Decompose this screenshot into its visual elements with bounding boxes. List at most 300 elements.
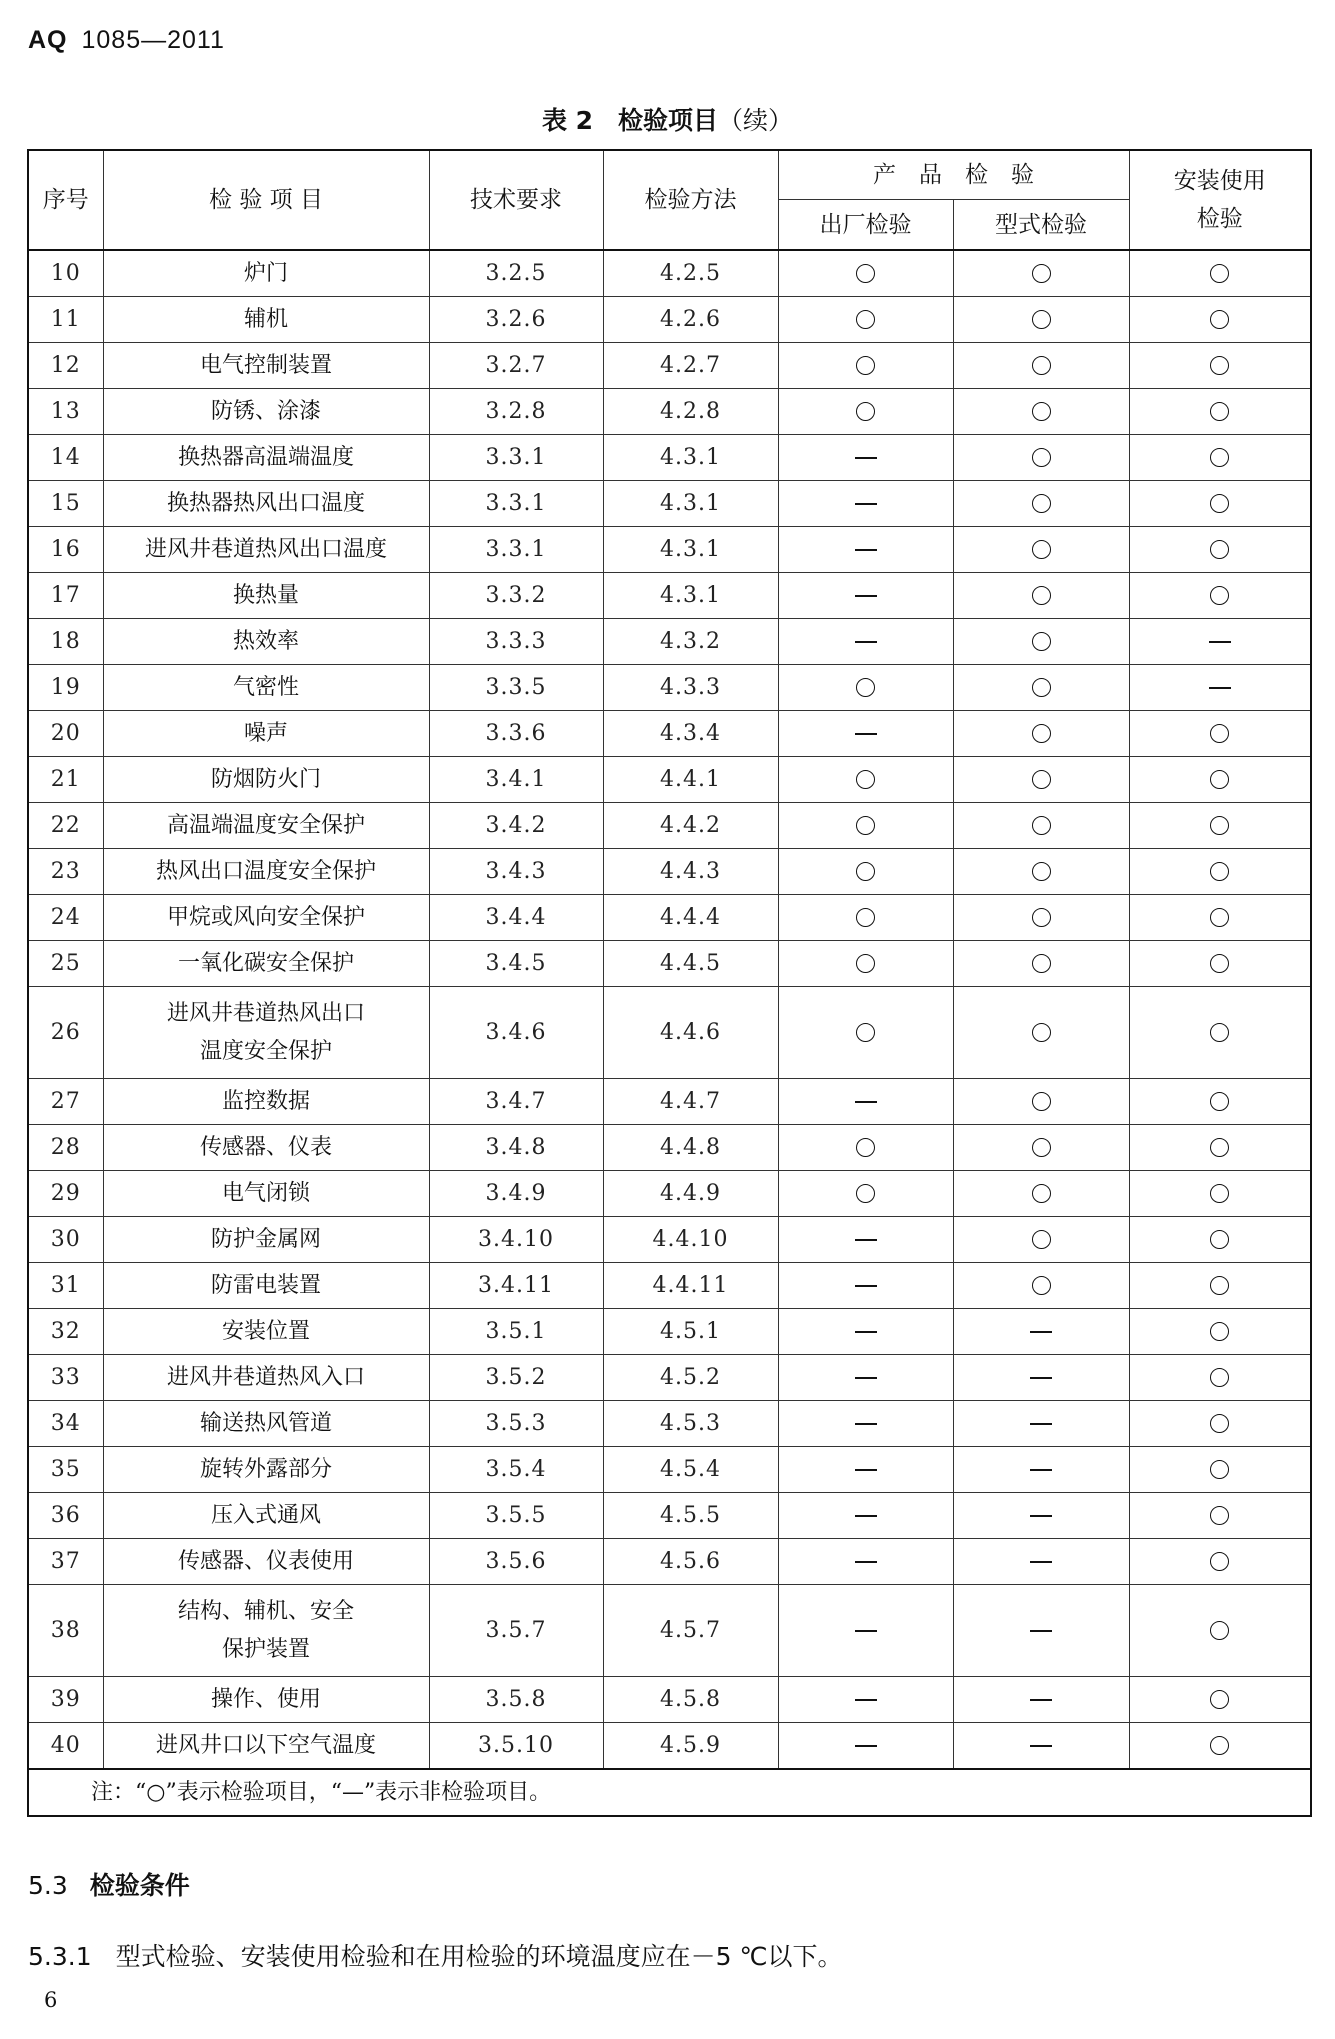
row-requirement: 3.5.7 — [429, 1585, 603, 1677]
row-requirement: 3.3.5 — [429, 665, 603, 711]
row-method: 4.3.1 — [603, 481, 778, 527]
row-item-name: 电气闭锁 — [103, 1171, 429, 1217]
row-type-mark — [953, 1217, 1129, 1263]
row-type-mark — [953, 481, 1129, 527]
row-type-mark — [953, 895, 1129, 941]
row-factory-mark — [778, 481, 953, 527]
row-factory-mark — [778, 1677, 953, 1723]
row-factory-mark — [778, 987, 953, 1079]
row-install-mark — [1129, 573, 1311, 619]
row-factory-mark — [778, 665, 953, 711]
table-row — [28, 665, 1311, 711]
row-item-line1: 结构、辅机、安全 — [177, 1598, 354, 1624]
inspected-circle-icon — [856, 1184, 875, 1203]
not-inspected-dash-icon — [855, 1239, 877, 1241]
inspected-circle-icon — [1032, 1276, 1051, 1295]
row-install-mark — [1129, 1263, 1311, 1309]
table-row — [28, 1677, 1311, 1723]
inspection-items-table — [27, 149, 1312, 1817]
row-item-name: 辅机 — [103, 297, 429, 343]
row-type-mark — [953, 987, 1129, 1079]
row-type-mark — [953, 573, 1129, 619]
table-row — [28, 1723, 1311, 1770]
header-install-line2: 检验 — [1196, 206, 1243, 232]
row-item-name: 操作、使用 — [103, 1677, 429, 1723]
row-type-mark — [953, 1263, 1129, 1309]
table-row — [28, 941, 1311, 987]
row-factory-mark — [778, 803, 953, 849]
inspected-circle-icon — [1210, 724, 1229, 743]
table-row — [28, 1125, 1311, 1171]
row-method: 4.4.2 — [603, 803, 778, 849]
row-item-name: 高温端温度安全保护 — [103, 803, 429, 849]
row-factory-mark — [778, 849, 953, 895]
row-number: 15 — [28, 481, 103, 527]
row-requirement: 3.5.10 — [429, 1723, 603, 1770]
row-factory-mark — [778, 1539, 953, 1585]
row-number: 38 — [28, 1585, 103, 1677]
row-requirement: 3.4.9 — [429, 1171, 603, 1217]
row-number: 17 — [28, 573, 103, 619]
row-requirement: 3.3.1 — [429, 435, 603, 481]
inspected-circle-icon — [1210, 1023, 1229, 1042]
table-row — [28, 527, 1311, 573]
row-method: 4.4.9 — [603, 1171, 778, 1217]
row-type-mark — [953, 849, 1129, 895]
not-inspected-dash-icon — [855, 1699, 877, 1701]
row-factory-mark — [778, 711, 953, 757]
row-install-mark — [1129, 1125, 1311, 1171]
row-number: 36 — [28, 1493, 103, 1539]
table-row — [28, 1171, 1311, 1217]
inspected-circle-icon — [1032, 862, 1051, 881]
inspected-circle-icon — [856, 770, 875, 789]
row-factory-mark — [778, 1125, 953, 1171]
row-item-name: 进风井巷道热风入口 — [103, 1355, 429, 1401]
row-factory-mark — [778, 250, 953, 297]
row-number: 21 — [28, 757, 103, 803]
row-item-name: 传感器、仪表使用 — [103, 1539, 429, 1585]
row-item-name: 电气控制装置 — [103, 343, 429, 389]
row-factory-mark — [778, 1447, 953, 1493]
row-requirement: 3.4.7 — [429, 1079, 603, 1125]
not-inspected-dash-icon — [855, 641, 877, 643]
row-item-name: 换热量 — [103, 573, 429, 619]
row-method: 4.5.8 — [603, 1677, 778, 1723]
row-number: 22 — [28, 803, 103, 849]
row-item-name — [103, 987, 429, 1079]
not-inspected-dash-icon — [855, 549, 877, 551]
row-install-mark — [1129, 1447, 1311, 1493]
inspected-circle-icon — [1032, 816, 1051, 835]
row-method: 4.4.3 — [603, 849, 778, 895]
inspected-circle-icon — [1032, 494, 1051, 513]
row-number: 35 — [28, 1447, 103, 1493]
inspected-circle-icon — [856, 1138, 875, 1157]
row-method: 4.4.5 — [603, 941, 778, 987]
row-install-mark — [1129, 895, 1311, 941]
inspected-circle-icon — [1210, 862, 1229, 881]
row-type-mark — [953, 389, 1129, 435]
row-requirement: 3.5.3 — [429, 1401, 603, 1447]
standard-prefix: AQ — [28, 26, 68, 54]
row-requirement: 3.4.1 — [429, 757, 603, 803]
not-inspected-dash-icon — [855, 1285, 877, 1287]
clause-text: 型式检验、安装使用检验和在用检验的环境温度应在－5 ℃以下。 — [115, 1942, 843, 1971]
inspected-circle-icon — [1032, 356, 1051, 375]
row-item-name: 气密性 — [103, 665, 429, 711]
row-type-mark — [953, 941, 1129, 987]
row-install-mark — [1129, 665, 1311, 711]
row-item-name: 防护金属网 — [103, 1217, 429, 1263]
table-row — [28, 573, 1311, 619]
not-inspected-dash-icon — [855, 1630, 877, 1632]
row-item-line2: 温度安全保护 — [199, 1038, 332, 1064]
row-item-name: 噪声 — [103, 711, 429, 757]
row-factory-mark — [778, 757, 953, 803]
not-inspected-dash-icon — [855, 1101, 877, 1103]
row-method: 4.2.8 — [603, 389, 778, 435]
row-type-mark — [953, 711, 1129, 757]
row-requirement: 3.5.5 — [429, 1493, 603, 1539]
table-row — [28, 711, 1311, 757]
row-item-name: 换热器高温端温度 — [103, 435, 429, 481]
inspected-circle-icon — [1210, 908, 1229, 927]
row-factory-mark — [778, 1309, 953, 1355]
inspected-circle-icon — [1032, 540, 1051, 559]
row-requirement: 3.5.8 — [429, 1677, 603, 1723]
row-item-name: 热风出口温度安全保护 — [103, 849, 429, 895]
inspected-circle-icon — [1032, 1230, 1051, 1249]
table-row — [28, 1539, 1311, 1585]
row-requirement: 3.2.6 — [429, 297, 603, 343]
row-method: 4.5.6 — [603, 1539, 778, 1585]
row-item-name: 一氧化碳安全保护 — [103, 941, 429, 987]
inspected-circle-icon — [1032, 678, 1051, 697]
not-inspected-dash-icon — [1209, 641, 1231, 643]
row-requirement: 3.4.10 — [429, 1217, 603, 1263]
row-item-name: 进风井巷道热风出口温度 — [103, 527, 429, 573]
inspected-circle-icon — [1032, 1184, 1051, 1203]
row-requirement: 3.3.1 — [429, 481, 603, 527]
row-requirement: 3.3.6 — [429, 711, 603, 757]
row-factory-mark — [778, 343, 953, 389]
row-requirement: 3.2.8 — [429, 389, 603, 435]
inspected-circle-icon — [1210, 1460, 1229, 1479]
row-install-mark — [1129, 481, 1311, 527]
row-install-mark — [1129, 803, 1311, 849]
row-factory-mark — [778, 527, 953, 573]
header-method: 检验方法 — [603, 150, 778, 250]
row-number: 28 — [28, 1125, 103, 1171]
not-inspected-dash-icon — [855, 1377, 877, 1379]
not-inspected-dash-icon — [855, 1423, 877, 1425]
header-type-inspection: 型式检验 — [953, 200, 1129, 251]
row-method: 4.4.4 — [603, 895, 778, 941]
row-install-mark — [1129, 527, 1311, 573]
row-factory-mark — [778, 1079, 953, 1125]
row-type-mark — [953, 1539, 1129, 1585]
row-number: 14 — [28, 435, 103, 481]
row-factory-mark — [778, 1585, 953, 1677]
row-type-mark — [953, 1309, 1129, 1355]
row-method: 4.4.10 — [603, 1217, 778, 1263]
row-method: 4.2.6 — [603, 297, 778, 343]
row-number: 32 — [28, 1309, 103, 1355]
row-number: 31 — [28, 1263, 103, 1309]
row-number: 27 — [28, 1079, 103, 1125]
inspected-circle-icon — [856, 356, 875, 375]
row-number: 19 — [28, 665, 103, 711]
row-method: 4.3.2 — [603, 619, 778, 665]
row-method: 4.5.1 — [603, 1309, 778, 1355]
table-row — [28, 435, 1311, 481]
inspected-circle-icon — [1210, 1276, 1229, 1295]
row-install-mark — [1129, 250, 1311, 297]
inspected-circle-icon — [1210, 310, 1229, 329]
table-row — [28, 895, 1311, 941]
row-install-mark — [1129, 1171, 1311, 1217]
inspected-circle-icon — [1210, 770, 1229, 789]
row-type-mark — [953, 619, 1129, 665]
inspected-circle-icon — [1032, 310, 1051, 329]
row-item-name: 传感器、仪表 — [103, 1125, 429, 1171]
inspected-circle-icon — [1210, 494, 1229, 513]
table-row — [28, 1585, 1311, 1677]
header-product-inspection: 产 品 检 验 — [778, 150, 1129, 200]
row-method: 4.3.4 — [603, 711, 778, 757]
row-item-line1: 进风井巷道热风出口 — [166, 1000, 365, 1026]
row-item-name: 安装位置 — [103, 1309, 429, 1355]
inspected-circle-icon — [856, 816, 875, 835]
header-install-inspection — [1129, 150, 1311, 250]
not-inspected-dash-icon — [1030, 1699, 1052, 1701]
row-number: 39 — [28, 1677, 103, 1723]
row-method: 4.4.8 — [603, 1125, 778, 1171]
inspected-circle-icon — [1032, 264, 1051, 283]
standard-number: 1085—2011 — [81, 26, 225, 54]
row-factory-mark — [778, 1401, 953, 1447]
row-number: 11 — [28, 297, 103, 343]
row-requirement: 3.4.8 — [429, 1125, 603, 1171]
row-requirement: 3.4.2 — [429, 803, 603, 849]
not-inspected-dash-icon — [855, 595, 877, 597]
table-row — [28, 1309, 1311, 1355]
not-inspected-dash-icon — [855, 1469, 877, 1471]
inspected-circle-icon — [856, 264, 875, 283]
inspected-circle-icon — [1210, 402, 1229, 421]
row-install-mark — [1129, 389, 1311, 435]
not-inspected-dash-icon — [1030, 1331, 1052, 1333]
table-row — [28, 987, 1311, 1079]
inspected-circle-icon — [1032, 724, 1051, 743]
row-item-name: 换热器热风出口温度 — [103, 481, 429, 527]
row-type-mark — [953, 297, 1129, 343]
not-inspected-dash-icon — [1030, 1377, 1052, 1379]
inspected-circle-icon — [1210, 448, 1229, 467]
table-row — [28, 1217, 1311, 1263]
table-row — [28, 1447, 1311, 1493]
header-requirement: 技术要求 — [429, 150, 603, 250]
row-type-mark — [953, 1723, 1129, 1770]
row-factory-mark — [778, 297, 953, 343]
row-type-mark — [953, 1355, 1129, 1401]
row-install-mark — [1129, 343, 1311, 389]
row-requirement: 3.2.5 — [429, 250, 603, 297]
row-number: 18 — [28, 619, 103, 665]
clause-number: 5.3.1 — [28, 1942, 92, 1971]
row-factory-mark — [778, 895, 953, 941]
row-item-name: 热效率 — [103, 619, 429, 665]
not-inspected-dash-icon — [855, 503, 877, 505]
row-type-mark — [953, 1079, 1129, 1125]
table-title-continued: （续） — [718, 106, 794, 135]
table-row — [28, 343, 1311, 389]
inspected-circle-icon — [1032, 1092, 1051, 1111]
table-title-main: 表 2 检验项目 — [541, 106, 719, 135]
not-inspected-dash-icon — [855, 733, 877, 735]
row-install-mark — [1129, 1309, 1311, 1355]
row-install-mark — [1129, 941, 1311, 987]
row-item-name: 进风井口以下空气温度 — [103, 1723, 429, 1770]
row-number: 10 — [28, 250, 103, 297]
row-item-name: 防锈、涂漆 — [103, 389, 429, 435]
row-install-mark — [1129, 1493, 1311, 1539]
row-install-mark — [1129, 711, 1311, 757]
row-method: 4.2.7 — [603, 343, 778, 389]
table-row — [28, 849, 1311, 895]
row-number: 34 — [28, 1401, 103, 1447]
row-number: 40 — [28, 1723, 103, 1770]
inspected-circle-icon — [1210, 954, 1229, 973]
row-install-mark — [1129, 757, 1311, 803]
row-factory-mark — [778, 1355, 953, 1401]
inspected-circle-icon — [1210, 1368, 1229, 1387]
row-type-mark — [953, 803, 1129, 849]
not-inspected-dash-icon — [1030, 1630, 1052, 1632]
row-install-mark — [1129, 1677, 1311, 1723]
row-method: 4.4.6 — [603, 987, 778, 1079]
row-item-name: 压入式通风 — [103, 1493, 429, 1539]
row-number: 16 — [28, 527, 103, 573]
row-number: 13 — [28, 389, 103, 435]
row-install-mark — [1129, 987, 1311, 1079]
inspected-circle-icon — [1032, 586, 1051, 605]
table-note: 注：“○”表示检验项目，“—”表示非检验项目。 — [28, 1769, 1311, 1816]
row-install-mark — [1129, 1079, 1311, 1125]
inspected-circle-icon — [1210, 1621, 1229, 1640]
inspected-circle-icon — [1032, 402, 1051, 421]
row-requirement: 3.5.2 — [429, 1355, 603, 1401]
row-factory-mark — [778, 1263, 953, 1309]
inspected-circle-icon — [1210, 540, 1229, 559]
not-inspected-dash-icon — [855, 1745, 877, 1747]
row-factory-mark — [778, 435, 953, 481]
row-number: 20 — [28, 711, 103, 757]
inspected-circle-icon — [1032, 954, 1051, 973]
inspected-circle-icon — [1210, 1138, 1229, 1157]
row-number: 30 — [28, 1217, 103, 1263]
header-factory-inspection: 出厂检验 — [778, 200, 953, 251]
not-inspected-dash-icon — [1030, 1561, 1052, 1563]
row-type-mark — [953, 1585, 1129, 1677]
row-install-mark — [1129, 1723, 1311, 1770]
inspected-circle-icon — [1210, 1552, 1229, 1571]
row-type-mark — [953, 1171, 1129, 1217]
row-number: 37 — [28, 1539, 103, 1585]
row-method: 4.5.3 — [603, 1401, 778, 1447]
not-inspected-dash-icon — [1030, 1745, 1052, 1747]
not-inspected-dash-icon — [855, 457, 877, 459]
inspected-circle-icon — [1210, 1414, 1229, 1433]
table-row — [28, 803, 1311, 849]
row-factory-mark — [778, 619, 953, 665]
table-title — [0, 101, 1335, 137]
row-factory-mark — [778, 573, 953, 619]
row-requirement: 3.5.1 — [429, 1309, 603, 1355]
inspected-circle-icon — [1210, 1092, 1229, 1111]
row-requirement: 3.3.2 — [429, 573, 603, 619]
row-requirement: 3.3.3 — [429, 619, 603, 665]
row-method: 4.3.3 — [603, 665, 778, 711]
table-row — [28, 481, 1311, 527]
inspected-circle-icon — [1210, 1690, 1229, 1709]
inspected-circle-icon — [1210, 816, 1229, 835]
table-row — [28, 297, 1311, 343]
table-row — [28, 757, 1311, 803]
row-method: 4.4.11 — [603, 1263, 778, 1309]
row-number: 12 — [28, 343, 103, 389]
table-row — [28, 1401, 1311, 1447]
header-seq: 序号 — [28, 150, 103, 250]
row-requirement: 3.5.4 — [429, 1447, 603, 1493]
row-method: 4.4.7 — [603, 1079, 778, 1125]
row-method: 4.3.1 — [603, 573, 778, 619]
table-row — [28, 1263, 1311, 1309]
row-item-name: 甲烷或风向安全保护 — [103, 895, 429, 941]
standard-code-header — [28, 26, 225, 55]
inspected-circle-icon — [1210, 1322, 1229, 1341]
inspected-circle-icon — [1210, 356, 1229, 375]
row-item-name: 输送热风管道 — [103, 1401, 429, 1447]
not-inspected-dash-icon — [1209, 687, 1231, 689]
row-factory-mark — [778, 1493, 953, 1539]
row-install-mark — [1129, 297, 1311, 343]
row-requirement: 3.4.11 — [429, 1263, 603, 1309]
row-method: 4.2.5 — [603, 250, 778, 297]
row-type-mark — [953, 1677, 1129, 1723]
inspected-circle-icon — [1032, 632, 1051, 651]
inspected-circle-icon — [1032, 1138, 1051, 1157]
row-method: 4.5.9 — [603, 1723, 778, 1770]
row-factory-mark — [778, 941, 953, 987]
not-inspected-dash-icon — [855, 1331, 877, 1333]
row-type-mark — [953, 1401, 1129, 1447]
page-number: 6 — [44, 1988, 58, 2012]
inspected-circle-icon — [1032, 448, 1051, 467]
row-item-name: 监控数据 — [103, 1079, 429, 1125]
row-type-mark — [953, 1493, 1129, 1539]
inspected-circle-icon — [1210, 1506, 1229, 1525]
row-install-mark — [1129, 619, 1311, 665]
table-row — [28, 1079, 1311, 1125]
row-type-mark — [953, 1447, 1129, 1493]
section-title: 检验条件 — [89, 1871, 190, 1900]
inspected-circle-icon — [1210, 1184, 1229, 1203]
row-factory-mark — [778, 389, 953, 435]
row-number: 25 — [28, 941, 103, 987]
header-item: 检 验 项 目 — [103, 150, 429, 250]
